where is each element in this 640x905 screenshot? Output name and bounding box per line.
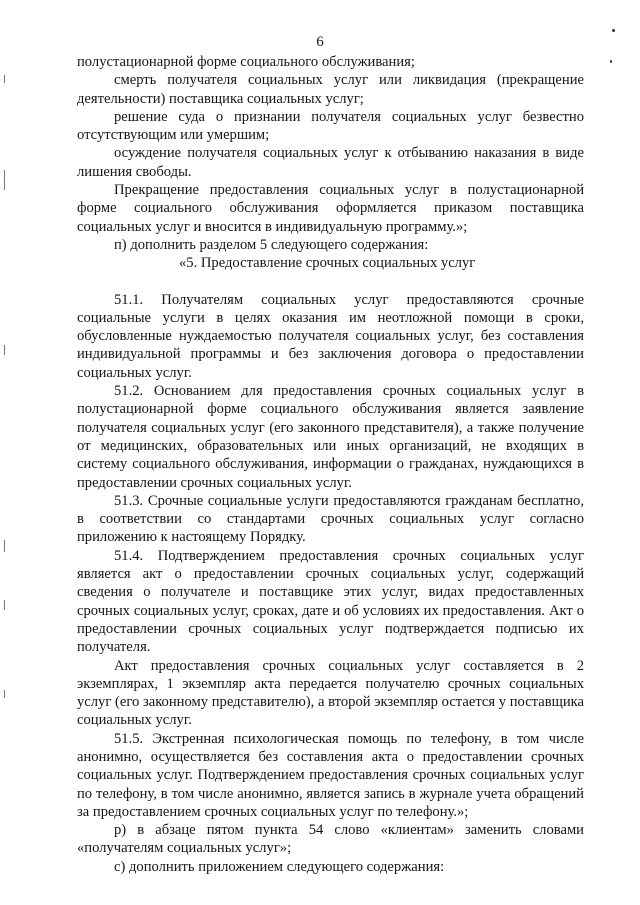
- paragraph: п) дополнить разделом 5 следующего содержания:: [114, 236, 429, 253]
- paragraph: 51.5. Экстренная психологическая помощь по телефону, в том числе анонимно, осуществляется без составления акта о предоставлении срочных социальных услуг. Подтверждением предоставления срочных социальных услуг по телефону, в том числе анонимно, является запись в журнале учета обращений за предоставлением срочных социальных услуг по телефону.»;: [77, 730, 584, 820]
- paragraph: смерть получателя социальных услуг или ликвидация (прекращение деятельности) поставщика социальных услуг;: [77, 72, 584, 107]
- section-heading: «5. Предоставление срочных социальных услуг: [179, 255, 476, 272]
- paragraph: р) в абзаце пятом пункта 54 слово «клиентам» заменить словами «получателям социальных услуг»;: [77, 822, 584, 857]
- scan-dot: [612, 29, 615, 32]
- paragraph: полустационарной форме социального обслуживания;: [77, 54, 415, 70]
- paragraph: осуждение получателя социальных услуг к отбыванию наказания в виде лишения свободы.: [77, 145, 584, 180]
- paragraph: Прекращение предоставления социальных услуг в полустационарной форме социального обслуживания оформляется приказом поставщика социальных услуг и вносится в индивидуальную программу.»;: [77, 182, 584, 235]
- paragraph: 51.2. Основанием для предоставления срочных социальных услуг в полустационарной форме социального обслуживания является заявление получателя социальных услуг (его законного представителя), а также получение от медицинских, образовательных или иных организаций, не входящих в систему социального обслуживания, информации о гражданах, нуждающихся в предоставлении срочных социальных услуг.: [77, 383, 584, 491]
- page-number: 6: [316, 34, 324, 50]
- scan-dot: [610, 60, 612, 63]
- paragraph: 51.4. Подтверждением предоставления срочных социальных услуг является акт о предоставлении срочных социальных услуг, содержащий сведения о получателе и поставщике этих услуг, видах предоставленных срочных социальных услуг, сроках, дате и об условиях их предоставления. Акт о предоставлении срочных социальных услуг подтверждается подписью их получателя.: [77, 547, 584, 656]
- paragraph: 51.3. Срочные социальные услуги предоставляются гражданам бесплатно, в соответствии со стандартами срочных социальных услуг согласно приложению к настоящему Порядку.: [77, 492, 584, 546]
- paragraph: Акт предоставления срочных социальных услуг составляется в 2 экземплярах, 1 экземпляр акта передается получателю срочных социальных услуг (его законному представителю), а второй экземпляр остается у поставщика социальных услуг.: [77, 657, 584, 729]
- document-body: [77, 53, 584, 876]
- paragraph: 51.1. Получателям социальных услуг предоставляются срочные социальные услуги в целях оказания им неотложной помощи в сроки, обусловленные нуждаемостью получателя социальных услуг, без составления индивидуальной программы и без заключения договора о предоставлении социальных услуг.: [77, 291, 584, 381]
- paragraph: решение суда о признании получателя социальных услуг безвестно отсутствующим или умершим;: [77, 108, 584, 144]
- paragraph: с) дополнить приложением следующего содержания:: [114, 858, 445, 875]
